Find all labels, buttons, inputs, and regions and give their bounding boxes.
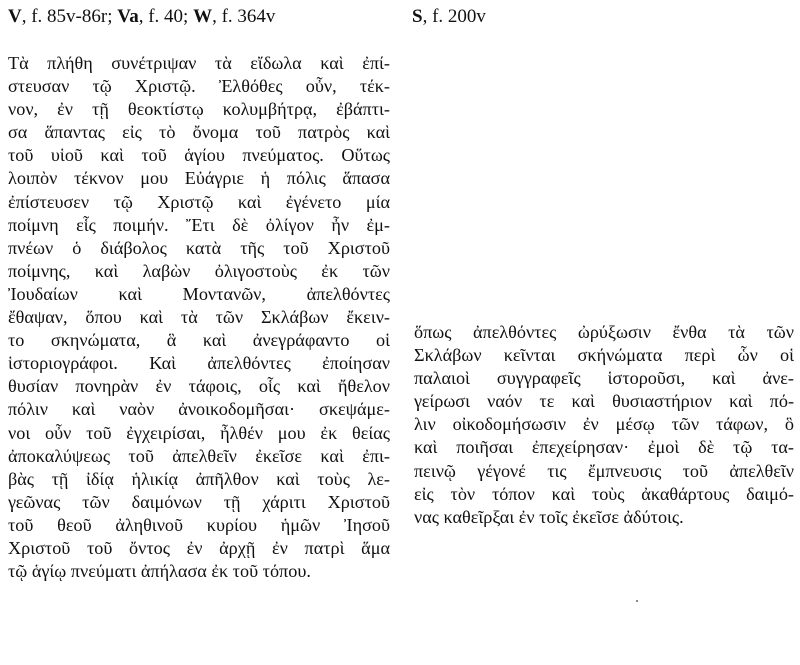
text-line: παλαιοὶ συγγραφεῖς ἱστοροῦσι, καὶ ἀνε-: [414, 368, 794, 389]
text-line: βὰς τῇ ἰδίᾳ ἡλικίᾳ ἀπῆλθον καὶ τοὺς λε-: [8, 468, 390, 489]
text-line: νον, ἐν τῇ θεοκτίστῳ κολυμβήτρᾳ, ἐβάπτι-: [8, 99, 390, 120]
manuscript-siglum: W: [193, 6, 213, 27]
text-line: ἔθαψαν, ὅπου καὶ τὰ τῶν Σκλάβων ἔκειν-: [8, 307, 390, 328]
scan-speck: [636, 600, 638, 602]
text-line: τοῦ θεοῦ ἀληθινοῦ κυρίου ἡμῶν Ἰησοῦ: [8, 514, 390, 535]
text-line: τοῦ υἱοῦ καὶ τοῦ ἁγίου πνεύματος. Οὕτως: [8, 145, 390, 166]
text-line: ἀποκαλύψεως τοῦ ἀπελθεῖν ἐκεῖσε καὶ ἐπι-: [8, 445, 390, 466]
left-column-header: [8, 6, 275, 28]
text-line: σα ἅπαντας εἰς τὸ ὄνομα τοῦ πατρὸς καὶ: [8, 122, 390, 143]
left-text-column: [8, 52, 390, 583]
folio-reference: , f. 85v-86r;: [21, 6, 118, 27]
folio-reference: , f. 200v: [422, 6, 486, 27]
text-line: πεινῷ γέγονέ τις ἔμπνευσις τοῦ ἀπελθεῖν: [414, 460, 794, 481]
text-line: ποίμνης, καὶ λαβὼν ὀλιγοστοὺς ἐκ τῶν: [8, 260, 390, 281]
text-line: γείρωσι ναόν τε καὶ θυσιαστήριον καὶ πό-: [414, 391, 794, 412]
text-line: ποίμνη εἷς ποιμήν. Ἔτι δὲ ὀλίγον ἦν ἐμ-: [8, 214, 390, 235]
right-column-header: [412, 6, 486, 28]
text-line: πόλιν καὶ ναὸν ἀνοικοδομῆσαι· σκεψάμε-: [8, 399, 390, 420]
folio-reference: , f. 364v: [212, 6, 276, 27]
text-line: Χριστοῦ τοῦ ὄντος ἐν ἀρχῇ ἐν πατρὶ ἅμα: [8, 537, 390, 558]
text-line: θυσίαν πονηρὰν ἐν τάφοις, οἷς καὶ ἤθελον: [8, 376, 390, 397]
folio-reference: , f. 40;: [138, 6, 194, 27]
text-line: εἰς τὸν τόπον καὶ τοὺς ἀκαθάρτους δαιμό-: [414, 483, 794, 504]
text-line: πνέων ὁ διάβολος κατὰ τῆς τοῦ Χριστοῦ: [8, 237, 390, 258]
manuscript-siglum: V: [8, 6, 22, 27]
text-line: λιν οἰκοδομήσωσιν ἐν μέσῳ τῶν τάφων, ὃ: [414, 414, 794, 435]
text-line: γεῶνας τῶν δαιμόνων τῇ χάριτι Χριστοῦ: [8, 491, 390, 512]
text-line: ἐπίστευσεν τῷ Χριστῷ καὶ ἐγένετο μία: [8, 191, 390, 212]
text-line: καὶ ποιῆσαι ἐπεχείρησαν· ἐμοὶ δὲ τῷ τα-: [414, 437, 794, 458]
manuscript-siglum: S: [412, 6, 423, 27]
text-line: ὅπως ἀπελθόντες ὠρύξωσιν ἔνθα τὰ τῶν: [414, 322, 794, 342]
text-line: νοι οὖν τοῦ ἐγχειρίσαι, ἦλθέν μου ἐκ θείας: [8, 422, 390, 443]
right-text-column: [414, 321, 794, 529]
text-line: νας καθεῖρξαι ἐν τοῖς ἐκεῖσε ἀδύτοις.: [414, 506, 684, 527]
text-line: τῷ ἁγίῳ πνεύματι ἀπήλασα ἐκ τοῦ τόπου.: [8, 561, 311, 582]
text-line: Ἰουδαίων καὶ Μοντανῶν, ἀπελθόντες: [8, 283, 390, 304]
text-line: ἱστοριογράφοι. Καὶ ἀπελθόντες ἐποίησαν: [8, 353, 390, 374]
text-line: Σκλάβων κεῖνται σκήνώματα περὶ ὧν οἱ: [414, 345, 794, 366]
text-line: στευσαν τῷ Χριστῷ. Ἐλθόθες οὖν, τέκ-: [8, 76, 390, 97]
text-line: Τὰ πλήθη συνέτριψαν τὰ εἴδωλα καὶ ἐπί-: [8, 53, 390, 73]
text-line: λοιπὸν τέκνον μου Εὐάγριε ἡ πόλις ἅπασα: [8, 168, 390, 189]
manuscript-siglum: Va: [117, 6, 139, 27]
text-line: το σκηνώματα, ἃ καὶ ἀνεγράφαντο οἱ: [8, 330, 390, 351]
